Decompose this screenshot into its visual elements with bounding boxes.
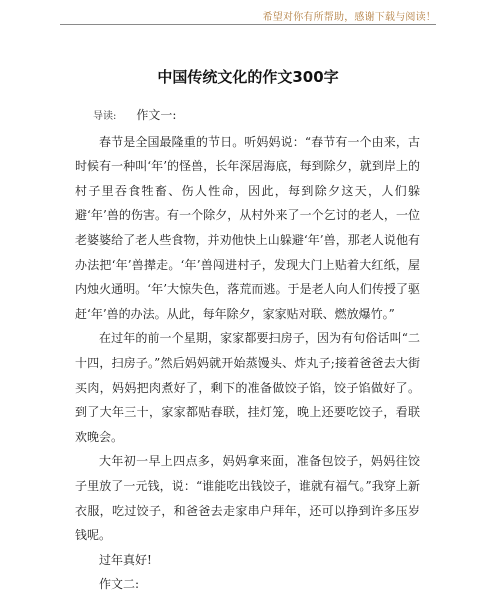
paragraph: 在过年的前一个星期，家家都要扫房子，因为有句俗话叫“二十四，扫房子。”然后妈妈就开始蒸馒头、炸丸子;接着爸爸去大街买肉，妈妈把肉煮好了，剩下的准备做饺子馅，饺子馅做好了。到了大年三十，家家都贴春联，挂灯笼，晚上还要吃饺子，看联欢晚会。: [75, 331, 420, 444]
header-note: 希望对你有所帮助，感谢下载与阅读！: [262, 12, 436, 23]
document-title: 中国传统文化的作文300字: [157, 68, 339, 86]
paragraph: 春节是全国最隆重的节日。听妈妈说：“春节有一个由来，古时候有一种叫‘年’的怪兽，长年深居海底，每到除夕，就到岸上的村子里吞食牲畜、伤人性命，因此，每到除夕这天，人们躲避‘年’兽的伤害。有一个除夕，从村外来了一个乞讨的老人，一位老婆婆给了老人些食物，并劝他快上山躲避‘年’兽，那老人说他有办法把‘年’兽撵走。‘年’兽闯进村子，发现大门上贴着大红纸，屋内烛火通明。‘年’大惊失色，落荒而逃。于是老人向人们传授了驱赶‘年’兽的办法。从此，每年除夕，家家贴对联、燃放爆竹。”: [75, 134, 420, 321]
essay-2-label: 作文二:: [99, 577, 140, 592]
guide-label: 导读:: [93, 111, 117, 122]
paragraph: 过年真好!: [99, 552, 152, 567]
header-divider: [60, 24, 436, 25]
paragraph: 大年初一早上四点多，妈妈拿来面，准备包饺子，妈妈往饺子里放了一元钱，说：“谁能吃出钱饺子，谁就有福气。”我穿上新衣服，吃过饺子，和爸爸去走家串户拜年，还可以挣到许多压岁钱呢。: [75, 454, 420, 543]
document-body: [75, 103, 420, 597]
guide-line: [75, 103, 420, 130]
essay-1-label: 作文一:: [136, 108, 177, 122]
